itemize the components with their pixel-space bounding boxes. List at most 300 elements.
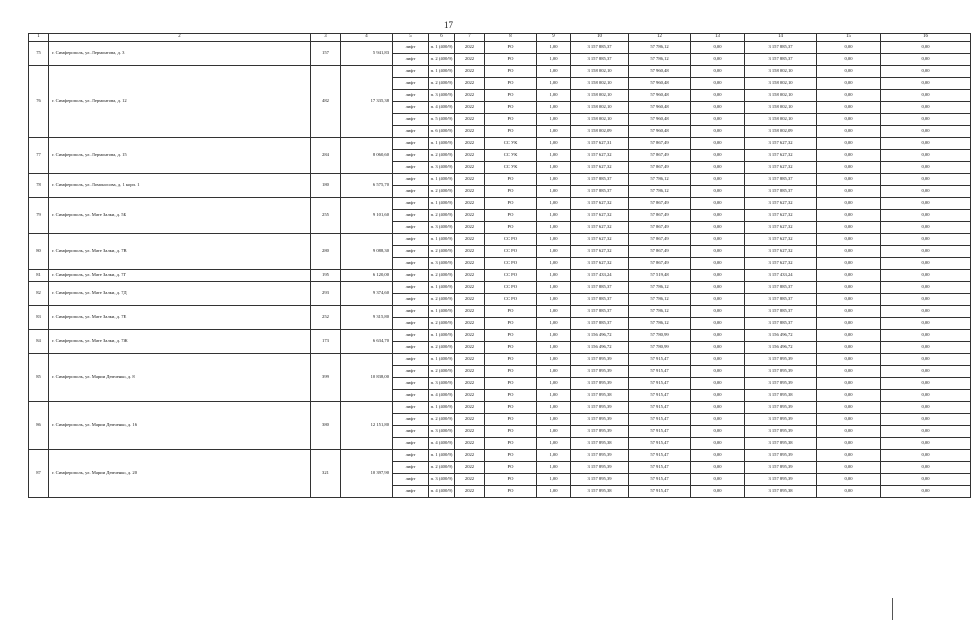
contractor-type: РО	[485, 102, 537, 114]
local-cost: 0,00	[817, 234, 881, 246]
total-cost: 3 158 002,10	[571, 114, 629, 126]
contractor-type: РО	[485, 186, 537, 198]
owner-cost: 0,00	[881, 234, 971, 246]
unit-count: 1,00	[537, 390, 571, 402]
unit-cost: 57 780,99	[629, 342, 691, 354]
fund-cost: 0,00	[691, 474, 745, 486]
unit-count: 1,00	[537, 402, 571, 414]
regional-cost: 3 157 885,37	[745, 42, 817, 54]
contractor-type: РО	[485, 222, 537, 234]
owner-cost: 0,00	[881, 78, 971, 90]
year: 2022	[455, 138, 485, 150]
table-row	[29, 66, 971, 78]
fund-cost: 0,00	[691, 102, 745, 114]
total-cost: 3 157 885,37	[571, 318, 629, 330]
work-type: лифт	[393, 78, 429, 90]
owner-cost: 0,00	[881, 258, 971, 270]
owner-cost: 0,00	[881, 90, 971, 102]
house-area: 9 315,80	[341, 306, 393, 330]
unit-cost: 57 960,48	[629, 126, 691, 138]
fund-cost: 0,00	[691, 414, 745, 426]
work-type: лифт	[393, 54, 429, 66]
table-row	[29, 282, 971, 294]
contractor-type: СС УК	[485, 138, 537, 150]
residents-count: 280	[311, 234, 341, 270]
house-address: г. Симферополь, ул. Лермонтова, д. 12	[49, 66, 311, 138]
regional-cost: 3 157 433,24	[745, 270, 817, 282]
work-type: лифт	[393, 102, 429, 114]
owner-cost: 0,00	[881, 270, 971, 282]
year: 2022	[455, 414, 485, 426]
owner-cost: 0,00	[881, 102, 971, 114]
contractor-type: РО	[485, 462, 537, 474]
local-cost: 0,00	[817, 294, 881, 306]
column-number: 4	[341, 34, 393, 42]
year: 2022	[455, 174, 485, 186]
work-type: лифт	[393, 438, 429, 450]
local-cost: 0,00	[817, 318, 881, 330]
work-type: лифт	[393, 258, 429, 270]
regional-cost: 3 157 627,32	[745, 246, 817, 258]
fund-cost: 0,00	[691, 234, 745, 246]
fund-cost: 0,00	[691, 198, 745, 210]
year: 2022	[455, 42, 485, 54]
contractor-type: РО	[485, 486, 537, 498]
local-cost: 0,00	[817, 114, 881, 126]
work-type: лифт	[393, 378, 429, 390]
unit-count: 1,00	[537, 330, 571, 342]
unit-cost: 57 867,49	[629, 138, 691, 150]
local-cost: 0,00	[817, 102, 881, 114]
fund-cost: 0,00	[691, 258, 745, 270]
owner-cost: 0,00	[881, 450, 971, 462]
work-type: лифт	[393, 414, 429, 426]
fund-cost: 0,00	[691, 426, 745, 438]
regional-cost: 3 157 885,37	[745, 306, 817, 318]
capital-repair-table	[28, 33, 971, 498]
year: 2022	[455, 474, 485, 486]
year: 2022	[455, 126, 485, 138]
house-address: г. Симферополь, ул. Марии Демченко, д. 20	[49, 450, 311, 498]
unit-count: 1,00	[537, 78, 571, 90]
owner-cost: 0,00	[881, 42, 971, 54]
column-number: 16	[881, 34, 971, 42]
column-number: 15	[817, 34, 881, 42]
unit-count: 1,00	[537, 186, 571, 198]
work-type: лифт	[393, 426, 429, 438]
local-cost: 0,00	[817, 54, 881, 66]
owner-cost: 0,00	[881, 174, 971, 186]
regional-cost: 3 157 895,39	[745, 474, 817, 486]
unit-cost: 57 786,12	[629, 54, 691, 66]
regional-cost: 3 157 895,39	[745, 462, 817, 474]
unit-count: 1,00	[537, 426, 571, 438]
entrance: п. 1 (400/9)	[429, 66, 455, 78]
regional-cost: 3 157 895,39	[745, 402, 817, 414]
entrance: п. 2 (400/9)	[429, 414, 455, 426]
unit-cost: 57 867,49	[629, 198, 691, 210]
total-cost: 3 157 627,32	[571, 198, 629, 210]
fund-cost: 0,00	[691, 318, 745, 330]
local-cost: 0,00	[817, 150, 881, 162]
owner-cost: 0,00	[881, 318, 971, 330]
work-type: лифт	[393, 90, 429, 102]
entrance: п. 2 (400/9)	[429, 342, 455, 354]
work-type: лифт	[393, 354, 429, 366]
row-number: 87	[29, 450, 49, 498]
work-type: лифт	[393, 186, 429, 198]
fund-cost: 0,00	[691, 402, 745, 414]
row-number: 79	[29, 198, 49, 234]
house-address: г. Симферополь, ул. Мате Залки, д. 7В	[49, 234, 311, 270]
contractor-type: РО	[485, 438, 537, 450]
year: 2022	[455, 210, 485, 222]
total-cost: 3 157 627,32	[571, 150, 629, 162]
entrance: п. 3 (400/9)	[429, 474, 455, 486]
owner-cost: 0,00	[881, 138, 971, 150]
total-cost: 3 156 496,72	[571, 342, 629, 354]
fund-cost: 0,00	[691, 138, 745, 150]
owner-cost: 0,00	[881, 330, 971, 342]
regional-cost: 3 157 627,32	[745, 222, 817, 234]
work-type: лифт	[393, 198, 429, 210]
owner-cost: 0,00	[881, 282, 971, 294]
house-address: г. Симферополь, ул. Марии Демченко, д. 16	[49, 402, 311, 450]
column-number: 12	[629, 34, 691, 42]
year: 2022	[455, 186, 485, 198]
work-type: лифт	[393, 246, 429, 258]
contractor-type: РО	[485, 42, 537, 54]
row-number: 84	[29, 330, 49, 354]
fund-cost: 0,00	[691, 486, 745, 498]
unit-cost: 57 867,49	[629, 222, 691, 234]
total-cost: 3 156 496,72	[571, 330, 629, 342]
contractor-type: РО	[485, 426, 537, 438]
row-number: 86	[29, 402, 49, 450]
total-cost: 3 157 895,38	[571, 486, 629, 498]
contractor-type: РО	[485, 66, 537, 78]
contractor-type: РО	[485, 402, 537, 414]
owner-cost: 0,00	[881, 186, 971, 198]
year: 2022	[455, 258, 485, 270]
unit-cost: 57 915,47	[629, 402, 691, 414]
entrance: п. 2 (400/9)	[429, 150, 455, 162]
regional-cost: 3 158 002,10	[745, 102, 817, 114]
fund-cost: 0,00	[691, 366, 745, 378]
total-cost: 3 157 895,39	[571, 426, 629, 438]
fund-cost: 0,00	[691, 438, 745, 450]
house-address: г. Симферополь, ул. Ломоносова, д. 1 корп. 1	[49, 174, 311, 198]
regional-cost: 3 158 002,10	[745, 78, 817, 90]
contractor-type: СС РО	[485, 258, 537, 270]
work-type: лифт	[393, 162, 429, 174]
fund-cost: 0,00	[691, 342, 745, 354]
row-number: 75	[29, 42, 49, 66]
unit-cost: 57 867,49	[629, 162, 691, 174]
regional-cost: 3 157 627,32	[745, 138, 817, 150]
work-type: лифт	[393, 366, 429, 378]
owner-cost: 0,00	[881, 222, 971, 234]
total-cost: 3 157 895,39	[571, 474, 629, 486]
house-area: 17 335,38	[341, 66, 393, 138]
year: 2022	[455, 318, 485, 330]
table-row	[29, 354, 971, 366]
regional-cost: 3 157 895,38	[745, 486, 817, 498]
total-cost: 3 157 895,39	[571, 366, 629, 378]
unit-cost: 57 915,47	[629, 474, 691, 486]
entrance: п. 1 (400/9)	[429, 330, 455, 342]
work-type: лифт	[393, 474, 429, 486]
house-address: г. Симферополь, ул. Лермонтова, д. 15	[49, 138, 311, 174]
local-cost: 0,00	[817, 162, 881, 174]
local-cost: 0,00	[817, 366, 881, 378]
local-cost: 0,00	[817, 198, 881, 210]
regional-cost: 3 157 627,32	[745, 162, 817, 174]
row-number: 80	[29, 234, 49, 270]
residents-count: 284	[311, 138, 341, 174]
house-area: 6 575,70	[341, 174, 393, 198]
year: 2022	[455, 66, 485, 78]
work-type: лифт	[393, 66, 429, 78]
year: 2022	[455, 162, 485, 174]
unit-cost: 57 960,48	[629, 114, 691, 126]
contractor-type: РО	[485, 210, 537, 222]
contractor-type: РО	[485, 450, 537, 462]
entrance: п. 2 (400/9)	[429, 318, 455, 330]
fund-cost: 0,00	[691, 210, 745, 222]
margin-mark	[892, 598, 893, 620]
page-number: 17	[444, 20, 453, 30]
total-cost: 3 157 627,32	[571, 222, 629, 234]
table-row	[29, 306, 971, 318]
local-cost: 0,00	[817, 138, 881, 150]
unit-cost: 57 960,48	[629, 66, 691, 78]
local-cost: 0,00	[817, 486, 881, 498]
year: 2022	[455, 486, 485, 498]
total-cost: 3 157 885,37	[571, 54, 629, 66]
table-row	[29, 174, 971, 186]
entrance: п. 1 (400/9)	[429, 306, 455, 318]
regional-cost: 3 157 895,39	[745, 366, 817, 378]
fund-cost: 0,00	[691, 222, 745, 234]
entrance: п. 1 (400/9)	[429, 138, 455, 150]
column-number: 8	[485, 34, 537, 42]
entrance: п. 1 (400/9)	[429, 198, 455, 210]
fund-cost: 0,00	[691, 114, 745, 126]
house-address: г. Симферополь, ул. Мате Залки, д. 7Г	[49, 270, 311, 282]
total-cost: 3 157 895,39	[571, 450, 629, 462]
unit-count: 1,00	[537, 474, 571, 486]
regional-cost: 3 157 895,39	[745, 450, 817, 462]
contractor-type: РО	[485, 306, 537, 318]
house-area: 6 120,00	[341, 270, 393, 282]
local-cost: 0,00	[817, 42, 881, 54]
unit-count: 1,00	[537, 486, 571, 498]
contractor-type: РО	[485, 354, 537, 366]
entrance: п. 6 (400/9)	[429, 126, 455, 138]
column-number: 13	[691, 34, 745, 42]
owner-cost: 0,00	[881, 66, 971, 78]
table-row	[29, 330, 971, 342]
work-type: лифт	[393, 318, 429, 330]
total-cost: 3 158 002,10	[571, 90, 629, 102]
unit-count: 1,00	[537, 126, 571, 138]
unit-cost: 57 915,47	[629, 426, 691, 438]
column-number: 5	[393, 34, 429, 42]
year: 2022	[455, 426, 485, 438]
regional-cost: 3 157 895,39	[745, 414, 817, 426]
unit-cost: 57 915,47	[629, 438, 691, 450]
work-type: лифт	[393, 138, 429, 150]
contractor-type: РО	[485, 330, 537, 342]
contractor-type: СС РО	[485, 270, 537, 282]
unit-count: 1,00	[537, 378, 571, 390]
unit-count: 1,00	[537, 150, 571, 162]
unit-count: 1,00	[537, 258, 571, 270]
owner-cost: 0,00	[881, 126, 971, 138]
fund-cost: 0,00	[691, 78, 745, 90]
fund-cost: 0,00	[691, 162, 745, 174]
contractor-type: РО	[485, 474, 537, 486]
unit-count: 1,00	[537, 354, 571, 366]
unit-cost: 57 915,47	[629, 462, 691, 474]
contractor-type: РО	[485, 390, 537, 402]
regional-cost: 3 157 885,37	[745, 186, 817, 198]
regional-cost: 3 158 002,09	[745, 126, 817, 138]
owner-cost: 0,00	[881, 198, 971, 210]
entrance: п. 4 (400/9)	[429, 486, 455, 498]
local-cost: 0,00	[817, 414, 881, 426]
entrance: п. 3 (400/9)	[429, 258, 455, 270]
table-row	[29, 402, 971, 414]
residents-count: 180	[311, 174, 341, 198]
unit-count: 1,00	[537, 210, 571, 222]
year: 2022	[455, 450, 485, 462]
entrance: п. 1 (400/9)	[429, 174, 455, 186]
year: 2022	[455, 462, 485, 474]
owner-cost: 0,00	[881, 402, 971, 414]
residents-count: 380	[311, 402, 341, 450]
local-cost: 0,00	[817, 66, 881, 78]
contractor-type: РО	[485, 54, 537, 66]
local-cost: 0,00	[817, 474, 881, 486]
entrance: п. 2 (400/9)	[429, 270, 455, 282]
column-number: 14	[745, 34, 817, 42]
owner-cost: 0,00	[881, 462, 971, 474]
year: 2022	[455, 114, 485, 126]
regional-cost: 3 158 002,10	[745, 114, 817, 126]
contractor-type: РО	[485, 378, 537, 390]
contractor-type: РО	[485, 318, 537, 330]
total-cost: 3 157 627,31	[571, 138, 629, 150]
unit-count: 1,00	[537, 138, 571, 150]
owner-cost: 0,00	[881, 162, 971, 174]
owner-cost: 0,00	[881, 114, 971, 126]
fund-cost: 0,00	[691, 174, 745, 186]
local-cost: 0,00	[817, 270, 881, 282]
fund-cost: 0,00	[691, 126, 745, 138]
year: 2022	[455, 78, 485, 90]
work-type: лифт	[393, 294, 429, 306]
unit-cost: 57 960,48	[629, 90, 691, 102]
house-area: 6 634,70	[341, 330, 393, 354]
fund-cost: 0,00	[691, 246, 745, 258]
entrance: п. 1 (400/9)	[429, 450, 455, 462]
total-cost: 3 158 002,10	[571, 66, 629, 78]
work-type: лифт	[393, 234, 429, 246]
work-type: лифт	[393, 114, 429, 126]
year: 2022	[455, 150, 485, 162]
unit-cost: 57 915,47	[629, 366, 691, 378]
regional-cost: 3 156 496,72	[745, 342, 817, 354]
unit-cost: 57 867,49	[629, 150, 691, 162]
unit-cost: 57 960,48	[629, 78, 691, 90]
unit-count: 1,00	[537, 114, 571, 126]
unit-count: 1,00	[537, 198, 571, 210]
house-area: 8 060,60	[341, 138, 393, 174]
unit-count: 1,00	[537, 282, 571, 294]
local-cost: 0,00	[817, 210, 881, 222]
entrance: п. 2 (400/9)	[429, 78, 455, 90]
local-cost: 0,00	[817, 246, 881, 258]
house-address: г. Симферополь, ул. Мате Залки, д. 7Д	[49, 282, 311, 306]
year: 2022	[455, 246, 485, 258]
local-cost: 0,00	[817, 90, 881, 102]
regional-cost: 3 157 627,32	[745, 234, 817, 246]
owner-cost: 0,00	[881, 366, 971, 378]
contractor-type: СС РО	[485, 246, 537, 258]
entrance: п. 2 (400/9)	[429, 54, 455, 66]
owner-cost: 0,00	[881, 54, 971, 66]
owner-cost: 0,00	[881, 246, 971, 258]
regional-cost: 3 158 002,10	[745, 66, 817, 78]
year: 2022	[455, 294, 485, 306]
total-cost: 3 157 895,38	[571, 390, 629, 402]
local-cost: 0,00	[817, 378, 881, 390]
owner-cost: 0,00	[881, 210, 971, 222]
year: 2022	[455, 354, 485, 366]
total-cost: 3 157 885,37	[571, 306, 629, 318]
year: 2022	[455, 330, 485, 342]
entrance: п. 4 (400/9)	[429, 102, 455, 114]
table-row	[29, 450, 971, 462]
regional-cost: 3 156 496,72	[745, 330, 817, 342]
entrance: п. 1 (400/9)	[429, 42, 455, 54]
regional-cost: 3 157 895,39	[745, 378, 817, 390]
year: 2022	[455, 198, 485, 210]
work-type: лифт	[393, 462, 429, 474]
table-row	[29, 198, 971, 210]
unit-cost: 57 786,12	[629, 186, 691, 198]
house-address: г. Симферополь, ул. Мате Залки, д. 7Е	[49, 306, 311, 330]
total-cost: 3 157 895,39	[571, 378, 629, 390]
residents-count: 399	[311, 354, 341, 402]
unit-count: 1,00	[537, 438, 571, 450]
year: 2022	[455, 102, 485, 114]
entrance: п. 1 (400/9)	[429, 354, 455, 366]
regional-cost: 3 157 627,32	[745, 258, 817, 270]
local-cost: 0,00	[817, 174, 881, 186]
contractor-type: РО	[485, 126, 537, 138]
unit-count: 1,00	[537, 450, 571, 462]
total-cost: 3 157 885,37	[571, 186, 629, 198]
total-cost: 3 158 002,10	[571, 78, 629, 90]
residents-count: 321	[311, 450, 341, 498]
unit-count: 1,00	[537, 270, 571, 282]
regional-cost: 3 157 895,38	[745, 390, 817, 402]
house-area: 10 397,90	[341, 450, 393, 498]
unit-cost: 57 915,47	[629, 414, 691, 426]
